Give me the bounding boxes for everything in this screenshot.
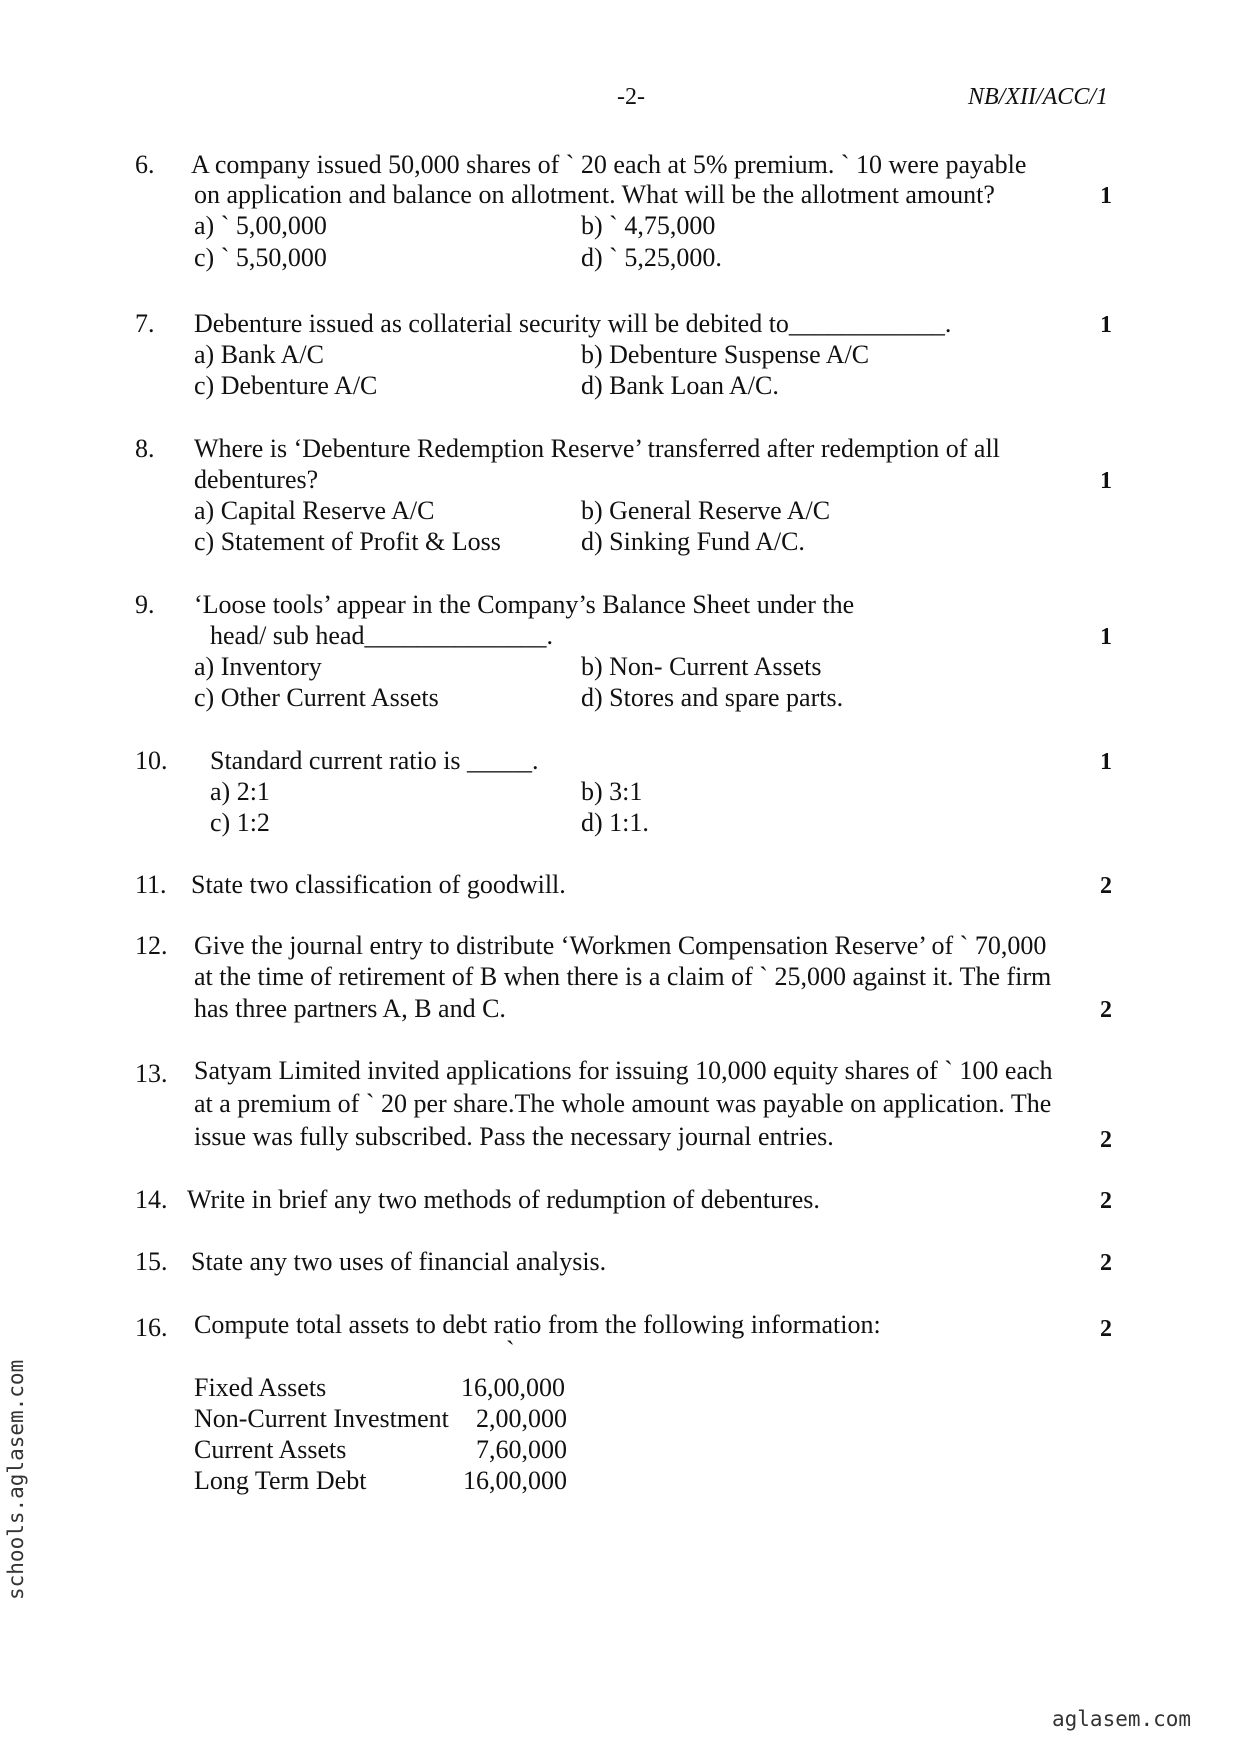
question-text-line: Standard current ratio is _____. (210, 746, 539, 775)
question-number: 16. (135, 1313, 168, 1342)
marks: 2 (1100, 873, 1112, 899)
table-row-label: Current Assets (194, 1435, 347, 1464)
option-b: b) 3:1 (581, 777, 643, 806)
question-text-line: State any two uses of financial analysis. (191, 1247, 607, 1276)
page-number: -2- (617, 84, 645, 110)
table-row-value: 16,00,000 (463, 1466, 567, 1495)
option-a: a) ` 5,00,000 (194, 211, 327, 240)
marks: 1 (1100, 312, 1112, 338)
option-b: b) Non- Current Assets (581, 652, 822, 681)
question-number: 13. (135, 1059, 168, 1088)
table-row-value: 2,00,000 (476, 1404, 567, 1433)
question-text-line: Satyam Limited invited applications for issuing 10,000 equity shares of ` 100 each (194, 1056, 1053, 1085)
table-row-label: Non-Current Investment (194, 1404, 449, 1433)
option-c: c) ` 5,50,000 (194, 243, 327, 272)
option-a: a) 2:1 (210, 777, 270, 806)
table-row-value: 16,00,000 (461, 1373, 565, 1402)
option-c: c) Statement of Profit & Loss (194, 527, 501, 556)
question-number: 8. (135, 434, 155, 463)
question-number: 9. (135, 590, 155, 619)
option-d: d) ` 5,25,000. (581, 243, 722, 272)
question-text-line: has three partners A, B and C. (194, 994, 506, 1023)
marks: 2 (1100, 1188, 1112, 1214)
option-c: c) Debenture A/C (194, 371, 378, 400)
question-number: 7. (135, 309, 155, 338)
question-number: 12. (135, 931, 168, 960)
question-text-line: Where is ‘Debenture Redemption Reserve’ transferred after redemption of all (194, 434, 1000, 463)
question-text-line: on application and balance on allotment. What will be the allotment amount? (194, 180, 995, 209)
option-a: a) Inventory (194, 652, 322, 681)
option-a: a) Capital Reserve A/C (194, 496, 435, 525)
table-row-label: Fixed Assets (194, 1373, 327, 1402)
marks: 1 (1100, 624, 1112, 650)
marks: 2 (1100, 997, 1112, 1023)
option-b: b) Debenture Suspense A/C (581, 340, 870, 369)
question-number: 6. (135, 150, 155, 179)
table-row-label: Long Term Debt (194, 1466, 367, 1495)
option-a: a) Bank A/C (194, 340, 324, 369)
option-d: d) Stores and spare parts. (581, 683, 844, 712)
question-text-line: head/ sub head______________. (210, 621, 554, 650)
question-text-line: issue was fully subscribed. Pass the necessary journal entries. (194, 1122, 834, 1151)
question-text-line: debentures? (194, 465, 319, 494)
question-text-line: at the time of retirement of B when there is a claim of ` 25,000 against it. The firm (194, 962, 1052, 991)
option-d: d) Sinking Fund A/C. (581, 527, 805, 556)
option-c: c) 1:2 (210, 808, 270, 837)
marks: 1 (1100, 183, 1112, 209)
marks: 1 (1100, 749, 1112, 775)
option-d: d) Bank Loan A/C. (581, 371, 779, 400)
question-number: 10. (135, 746, 168, 775)
option-b: b) ` 4,75,000 (581, 211, 716, 240)
question-text-line: Give the journal entry to distribute ‘Workmen Compensation Reserve’ of ` 70,000 (194, 931, 1047, 960)
option-d: d) 1:1. (581, 808, 649, 837)
question-text-line: ‘Loose tools’ appear in the Company’s Balance Sheet under the (194, 590, 855, 619)
option-b: b) General Reserve A/C (581, 496, 831, 525)
question-text-line: at a premium of ` 20 per share.The whole amount was payable on application. The (194, 1089, 1052, 1118)
question-number: 11. (135, 870, 167, 899)
question-number: 14. (135, 1185, 168, 1214)
option-c: c) Other Current Assets (194, 683, 439, 712)
question-text-line: State two classification of goodwill. (191, 870, 566, 899)
watermark-left: schools.aglasem.com (4, 1359, 28, 1600)
question-text-line: Debenture issued as collaterial security will be debited to____________. (194, 309, 952, 338)
marks: 2 (1100, 1127, 1112, 1153)
question-text-line: A company issued 50,000 shares of ` 20 each at 5% premium. ` 10 were payable (191, 150, 1027, 179)
marks: 1 (1100, 468, 1112, 494)
question-text-line: Write in brief any two methods of redumption of debentures. (187, 1185, 820, 1214)
stray-mark: ` (506, 1336, 515, 1365)
watermark-bottom-right: aglasem.com (1052, 1707, 1192, 1731)
question-number: 15. (135, 1247, 168, 1276)
table-row-value: 7,60,000 (476, 1435, 567, 1464)
marks: 2 (1100, 1250, 1112, 1276)
question-text-line: Compute total assets to debt ratio from the following information: (194, 1310, 881, 1339)
paper-code: NB/XII/ACC/1 (968, 84, 1108, 110)
marks: 2 (1100, 1316, 1112, 1342)
